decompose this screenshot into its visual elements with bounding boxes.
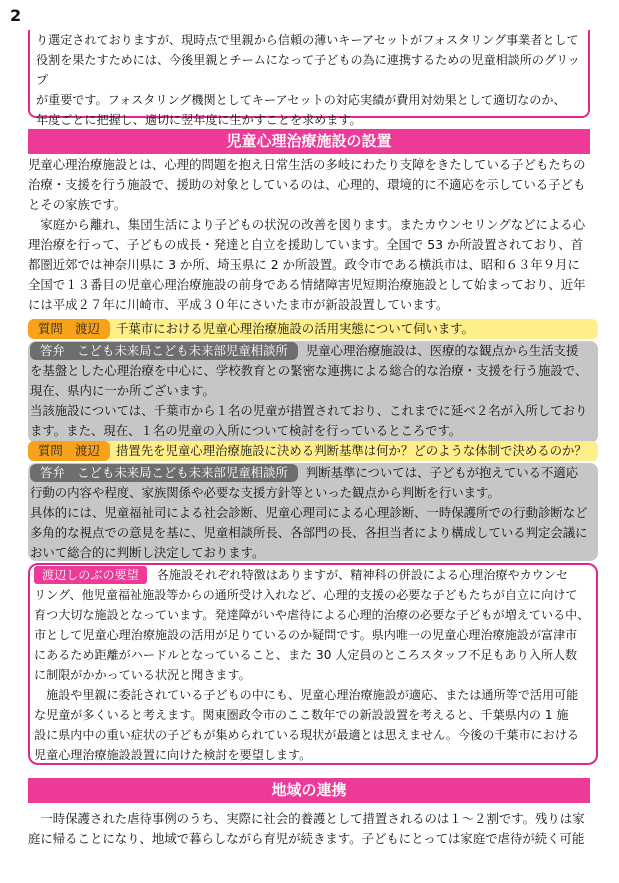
text-line: に制限がかかっている状況と聞きます。 <box>34 668 251 682</box>
text-line: が重要です。フォスタリング機関としてキーアセットの対応実績が費用対効果として適切なのか、 <box>36 93 566 107</box>
community-paragraph <box>28 809 598 849</box>
question-text: 措置先を児童心理治療施設に決める判断基準は何か？どのような体制で決めるのか？ <box>115 443 587 458</box>
text-line: 判断基準については、子どもが抱えている不適応 <box>305 465 579 480</box>
request-tag: 渡辺しのぶの要望 <box>34 566 147 584</box>
text-line: な児童が多くいると考えます。関東圏政令市のここ数年での新設設置を考えると、千葉県内の 1 施 <box>34 708 569 722</box>
text-line: とその家族です。 <box>28 197 127 212</box>
answer-tag: 答弁 こども未来局こども未来部児童相談所 <box>30 464 298 482</box>
text-line: 年度ごとに把握し、適切に翌年度に生かすことを求めます。 <box>36 113 362 127</box>
text-line: 当該施設については、千葉市から１名の児童が措置されており、これまでに延べ２名が入所しており <box>30 403 588 418</box>
text-line: 一時保護された虐待事例のうち、実際に社会的養護として措置されるのは１～２割です。残りは家 <box>40 811 585 826</box>
text-line: を基盤とした心理治療を中心に、学校教育との緊密な連携による総合的な治療・支援を行う施設で、 <box>30 363 588 378</box>
text-line: 施設や里親に委託されている子どもの中にも、児童心理治療施設が適応、または通所等で活用可能 <box>46 688 579 702</box>
question-text: 千葉市における児童心理治療施設の活用実態について伺います。 <box>115 321 475 336</box>
answer-tag: 答弁 こども未来局こども未来部児童相談所 <box>30 342 298 360</box>
text-line: 現在、県内に一か所ございます。 <box>30 383 215 398</box>
text-line: 各施設それぞれ特徴はありますが、精神科の併設による心理治療やカウンセ <box>156 568 568 582</box>
text-line: 理治療を行って、子どもの成長・発達と自立を援助しています。全国で 53 か所設置されており、首 <box>28 237 584 252</box>
text-line: ます。また、現在、１名の児童の入所について検討を行っているところです。 <box>30 423 462 438</box>
text-line: 児童心理治療施設は、医療的な観点から生活支援 <box>305 343 579 358</box>
text-line: 育つ大切な施設となっています。発達障がいや虐待による心理的治療の必要な子どもが増えている中、 <box>34 608 590 622</box>
question-row <box>28 441 598 461</box>
text-line: 家庭から離れ、集団生活により子どもの状況の改善を図ります。またカウンセリングなどによる心 <box>40 217 586 232</box>
text-line: 具体的には、児童福祉司による社会診断、児童心理司による心理診断、一時保護所での行動診断など <box>30 505 588 520</box>
text-line: 庭に帰ることになり、地域で暮らしながら育児が続きます。子どもにとっては家庭で虐待が続く可能 <box>28 831 585 846</box>
text-line: には平成２７年に川崎市、平成３０年にさいたま市が新設設置しています。 <box>28 297 449 312</box>
text-line: 行動の内容や程度、家族関係や必要な支援方針等といった観点から判断を行います。 <box>30 485 500 500</box>
question-row <box>28 319 598 339</box>
request-box <box>28 563 598 765</box>
answer-block <box>28 463 598 561</box>
text-line: にあるため距離がハードルとなっていること、また 30 人定員のところスタッフ不足もあり入所人数 <box>34 648 578 662</box>
text-line: おいて総合的に判断し決定しております。 <box>30 545 265 560</box>
text-line: リング、他児童福祉施設等からの通所受け入れなど、心理的支援の必要な子どもたちが自立に向けて <box>34 588 578 602</box>
answer-block <box>28 341 598 443</box>
section-title-banner: 児童心理治療施設の設置 <box>28 129 590 154</box>
text-line: 役割を果たすためには、今後里親とチームになって子どもの為に連携するための児童相談所のグリップ <box>36 53 580 87</box>
text-line: 治療・支援を行う施設で、援助の対象としているのは、心理的、環境的に不適応を示している子ども <box>28 177 586 192</box>
text-line: り選定されておりますが、現時点で里親から信頼の薄いキーアセットがフォスタリング事業者として <box>36 33 579 47</box>
text-line: 全国で１３番目の児童心理治療施設の前身である情緒障害児短期治療施設として始まっており、近年 <box>28 277 586 292</box>
text-line: 市として児童心理治療施設の活用が足りているのか疑問です。県内唯一の児童心理治療施設が富津市 <box>34 628 578 642</box>
intro-paragraph <box>28 155 598 315</box>
text-line: 設に県内中の重い症状の子どもが集められている現状が最適とは思えません。今後の千葉市における <box>34 728 579 742</box>
text-line: 児童心理治療施設設置に向けた検討を要望します。 <box>34 748 312 762</box>
question-tag: 質問 渡辺 <box>28 319 110 339</box>
question-tag: 質問 渡辺 <box>28 441 110 461</box>
section-title-banner: 地域の連携 <box>28 778 590 803</box>
page-number: 2 <box>10 6 22 25</box>
continued-text-box <box>28 30 590 127</box>
text-line: 多角的な視点での意見を基に、児童相談所長、各部門の長、各担当者により構成している判定会議に <box>30 525 588 540</box>
text-line: 児童心理治療施設とは、心理的問題を抱え日常生活の多岐にわたり支障をきたしている子どもたちの <box>28 157 586 172</box>
text-line: 都圏近郊では神奈川県に 3 か所、埼玉県に 2 か所設置。政令市である横浜市は、昭和６３年９月に <box>28 257 580 272</box>
